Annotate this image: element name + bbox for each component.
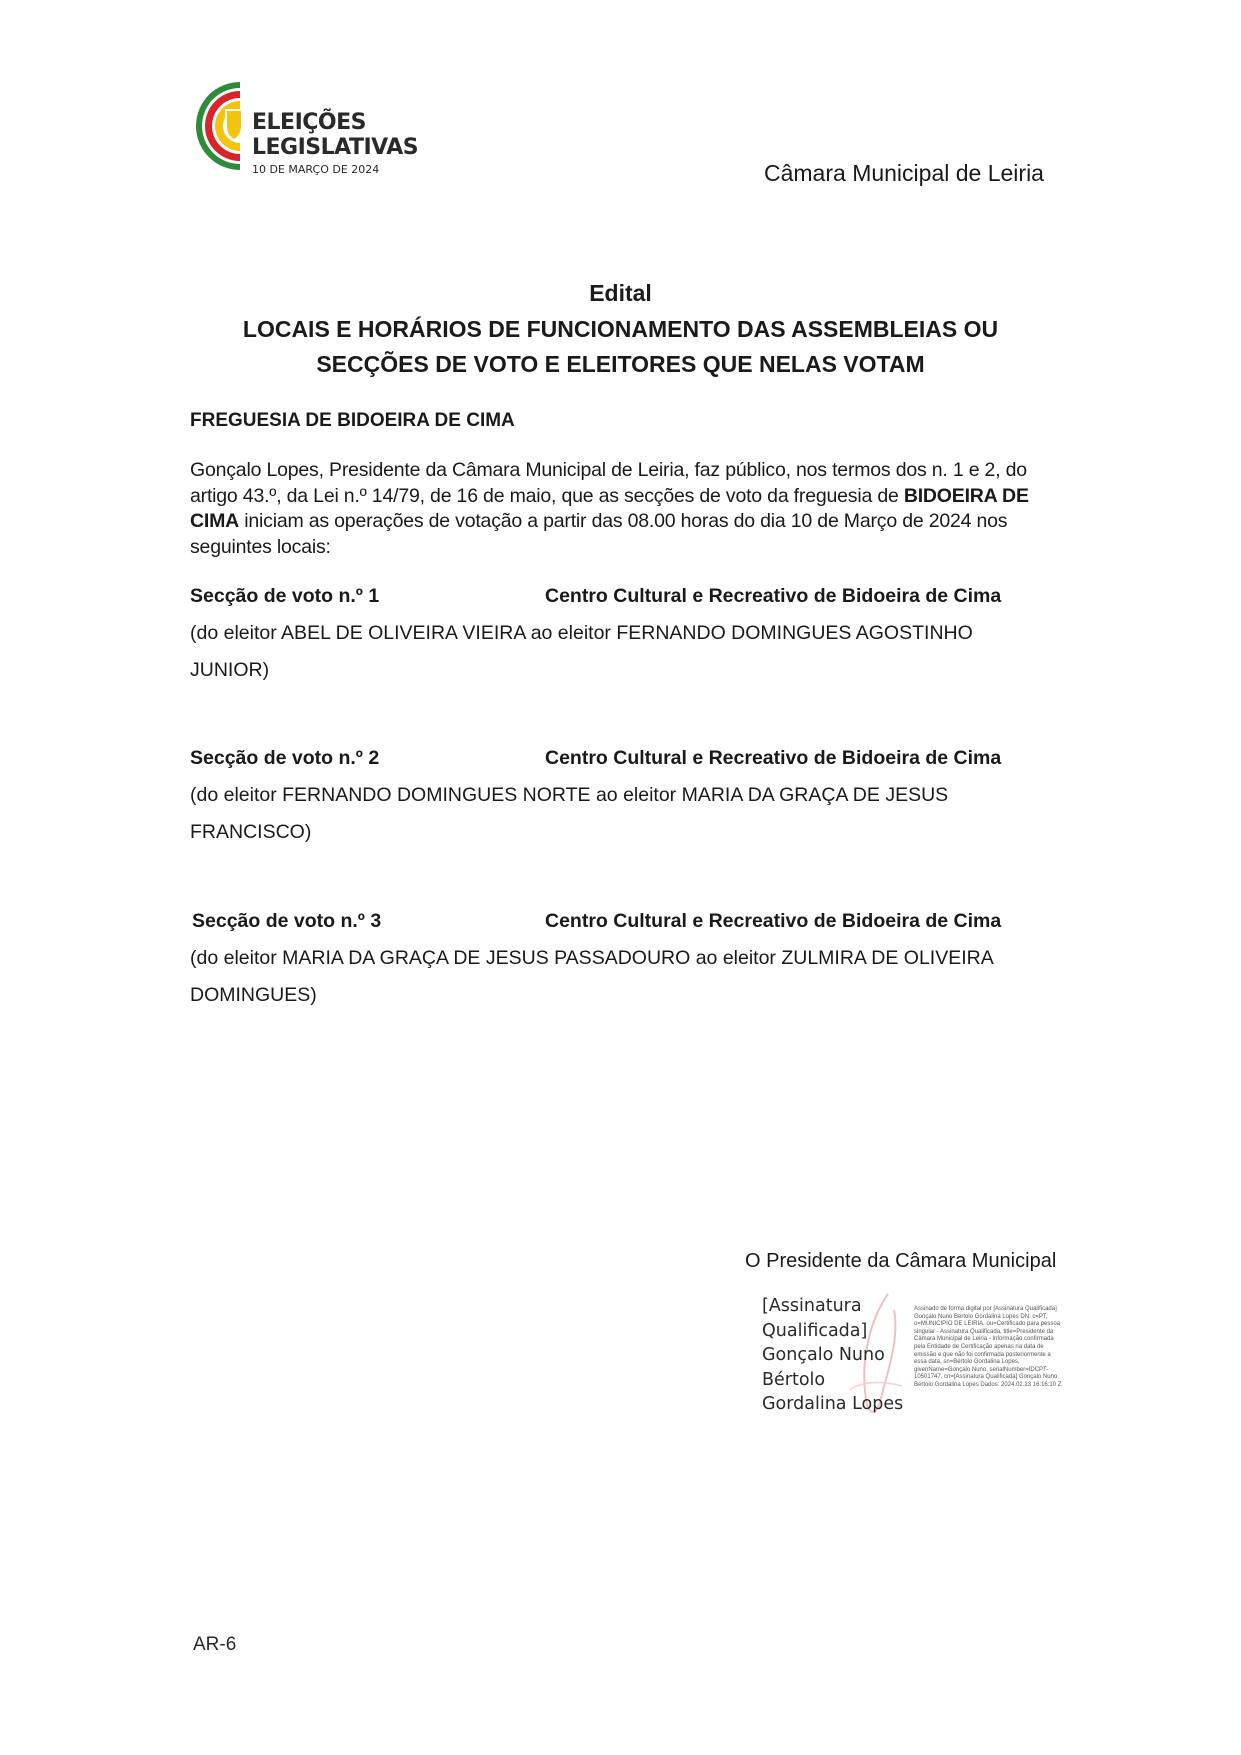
elections-logo-icon <box>182 76 252 186</box>
document-title-line1: LOCAIS E HORÁRIOS DE FUNCIONAMENTO DAS ASSEMBLEIAS OU <box>242 316 999 342</box>
signature-block: [Assinatura Qualificada] Gonçalo Nuno Bértolo Gordalina Lopes <box>762 1296 904 1414</box>
document-title-line2: SECÇÕES DE VOTO E ELEITORES QUE NELAS VOTAM <box>316 351 925 377</box>
municipality-name: Câmara Municipal de Leiria <box>764 160 1044 186</box>
section-2-voter-range: (do eleitor FERNANDO DOMINGUES NORTE ao eleitor MARIA DA GRAÇA DE JESUS FRANCISCO) <box>190 784 949 843</box>
elections-logo <box>182 76 419 186</box>
section-1-label: Secção de voto n.º 1 <box>190 585 380 607</box>
document-code: AR-6 <box>193 1634 237 1655</box>
section-3-label: Secção de voto n.º 3 <box>192 910 382 932</box>
section-1-voter-range: (do eleitor ABEL DE OLIVEIRA VIEIRA ao eleitor FERNANDO DOMINGUES AGOSTINHO JUNIOR) <box>190 622 973 681</box>
section-2-label: Secção de voto n.º 2 <box>190 747 380 769</box>
digital-signature-details: Assinado de forma digital por [Assinatura Qualificada] Gonçalo Nuno Bértolo Gordalina Lopes DN: c=PT, o=MUNICIPIO DE LEIRIA, ou=Certificado para pessoa singular - Assinatura Qualificada, title=Presidente da Câmara Municipal de Leiria - Informação confirmada pela Entidade de Certificação apenas na data de emissão e que não foi confirmada posteriormente a essa data, sn=Bértolo Gordalina Lopes, givenName=Gonçalo Nuno, serialNumber=IDCPT-10501747, cn=[Assinatura Qualificada] Gonçalo Nuno Bértolo Gordalina Lopes Dados: 2024.02.23 16:16:10 Z <box>914 1306 1062 1388</box>
document-title <box>200 312 1041 382</box>
logo-date: 10 DE MARÇO DE 2024 <box>252 163 380 176</box>
logo-title-line2: LEGISLATIVAS <box>252 135 419 160</box>
intro-part1: Gonçalo Lopes, Presidente da Câmara Municipal de Leiria, faz público, nos termos dos n. 1 e 2, do artigo 43.º, da Lei n.º 14/79, de 16 de maio, que as secções de voto da freguesia de <box>190 459 1027 507</box>
signatory-title: O Presidente da Câmara Municipal <box>745 1250 1057 1272</box>
section-1-place: Centro Cultural e Recreativo de Bidoeira de Cima <box>545 585 1002 607</box>
section-3-voter-range: (do eleitor MARIA DA GRAÇA DE JESUS PASSADOURO ao eleitor ZULMIRA DE OLIVEIRA DOMINGUES) <box>190 947 993 1006</box>
intro-part2: iniciam as operações de votação a partir das 08.00 horas do dia 10 de Março de 2024 nos seguintes locais: <box>190 510 1008 558</box>
logo-title-line1: ELEIÇÕES <box>252 110 366 135</box>
intro-parish-bold: BIDOEIRA DE CIMA <box>190 484 1029 532</box>
section-3-place: Centro Cultural e Recreativo de Bidoeira de Cima <box>545 910 1002 932</box>
document-type: Edital <box>589 280 652 306</box>
parish-heading: FREGUESIA DE BIDOEIRA DE CIMA <box>190 410 515 431</box>
intro-paragraph <box>190 458 1070 560</box>
section-2-place: Centro Cultural e Recreativo de Bidoeira de Cima <box>545 747 1002 769</box>
